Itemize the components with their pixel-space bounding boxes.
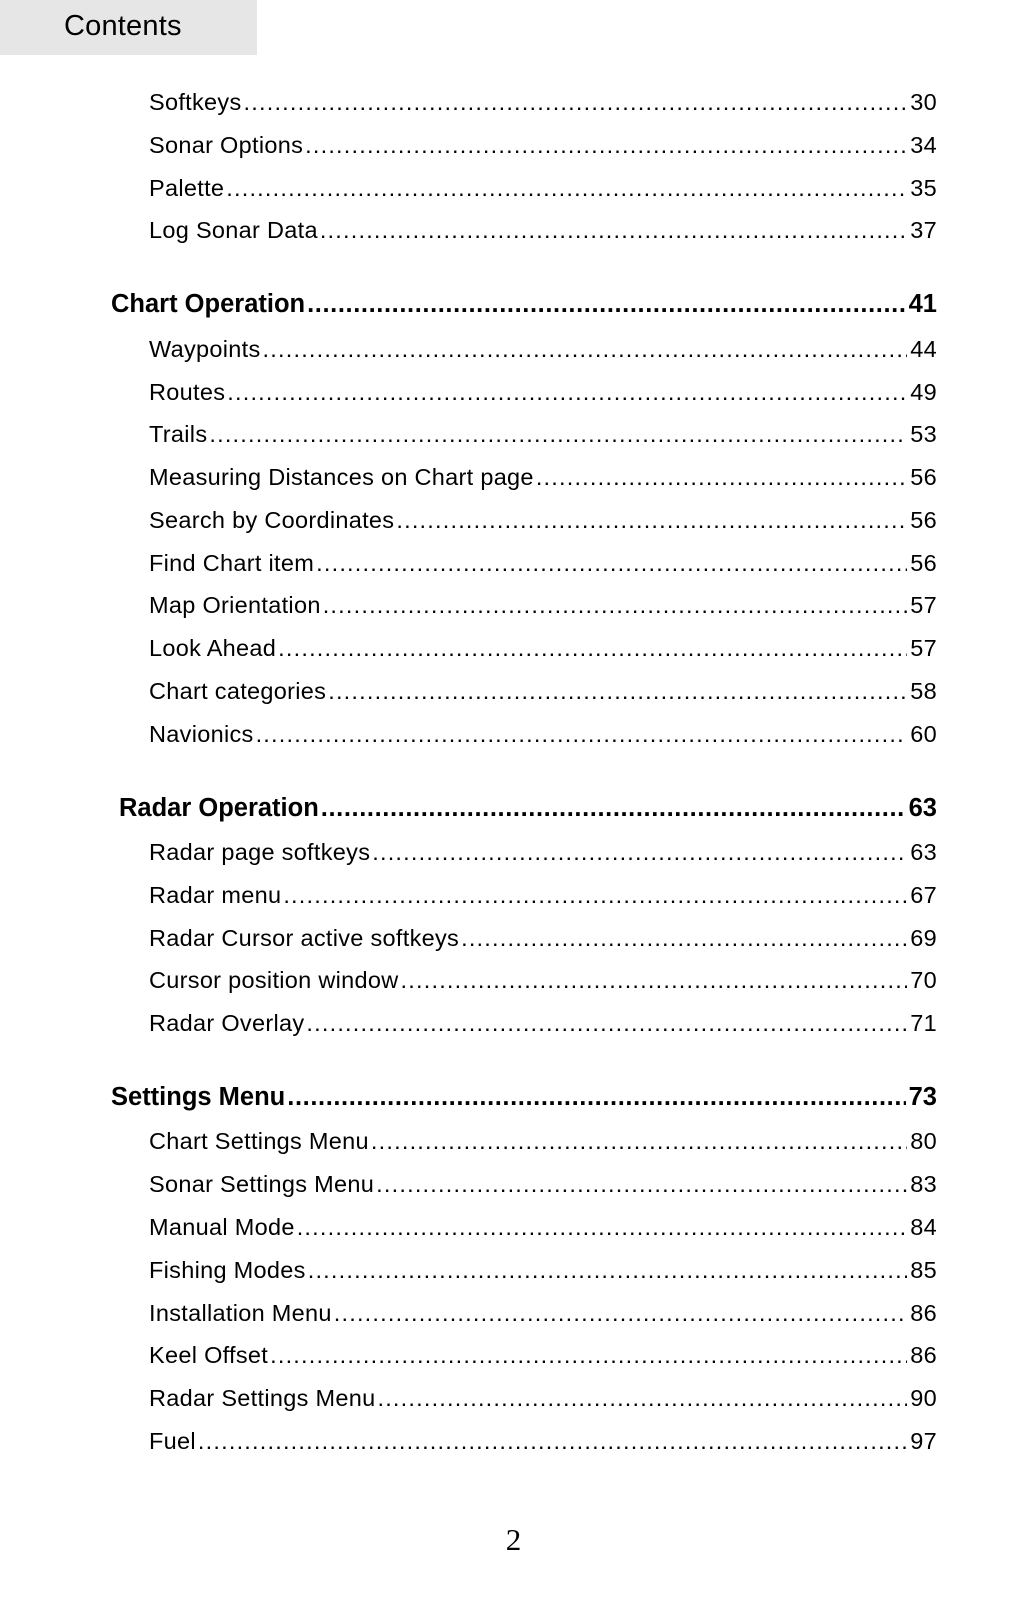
dot-leader: [283, 882, 907, 909]
toc-entry-row[interactable]: [149, 592, 937, 619]
toc-section-row[interactable]: [111, 290, 937, 319]
toc-page-number: 70: [910, 967, 937, 993]
toc-page-number: 35: [910, 175, 937, 201]
dot-leader: [376, 1171, 907, 1198]
dot-leader: [278, 635, 907, 662]
toc-label: Radar Overlay: [149, 1010, 305, 1036]
toc-page-number: 41: [908, 290, 937, 318]
toc-entry-row[interactable]: [149, 967, 937, 994]
dot-leader: [198, 1428, 907, 1455]
toc-entry-row[interactable]: [149, 1385, 937, 1412]
dot-leader: [536, 464, 907, 491]
toc-label: Find Chart item: [149, 550, 315, 576]
toc-page-number: 67: [910, 882, 937, 908]
toc-entry-row[interactable]: [149, 839, 937, 866]
toc-label: Chart categories: [149, 678, 327, 704]
toc-label: Radar menu: [149, 882, 282, 908]
dot-leader: [270, 1342, 907, 1369]
toc-page-number: 57: [910, 592, 937, 618]
dot-leader: [308, 1257, 908, 1284]
toc-entry-row[interactable]: [149, 175, 937, 202]
toc-label: Radar page softkeys: [149, 839, 371, 865]
toc-label: Sonar Settings Menu: [149, 1171, 375, 1197]
toc-label: Trails: [149, 421, 208, 447]
toc-page-number: 30: [910, 89, 937, 115]
dot-leader: [306, 1010, 907, 1037]
toc-label: Navionics: [149, 721, 254, 747]
toc-label: Cursor position window: [149, 967, 399, 993]
toc-page-number: 34: [910, 132, 937, 158]
toc-label: Look Ahead: [149, 635, 277, 661]
toc-entry-row[interactable]: [149, 132, 937, 159]
dot-leader: [323, 592, 908, 619]
toc-page-number: 71: [910, 1010, 937, 1036]
toc-entry-row[interactable]: [149, 1428, 937, 1455]
toc-page-number: 44: [910, 336, 937, 362]
toc-entry-row[interactable]: [149, 217, 937, 244]
toc-label: Sonar Options: [149, 132, 304, 158]
toc-entry-row[interactable]: [149, 550, 937, 577]
toc-page-number: 58: [910, 678, 937, 704]
toc-label: Fuel: [149, 1428, 196, 1454]
toc-label: Settings Menu: [111, 1083, 286, 1111]
toc-entry-row[interactable]: [149, 1342, 937, 1369]
toc-label: Radar Settings Menu: [149, 1385, 376, 1411]
toc-entry-row[interactable]: [149, 1128, 937, 1155]
page-title: Contents: [64, 10, 182, 42]
toc-label: Map Orientation: [149, 592, 321, 618]
toc-page-number: 97: [910, 1428, 937, 1454]
dot-leader: [297, 1214, 908, 1241]
toc-section-row[interactable]: [111, 1083, 937, 1112]
dot-leader: [263, 336, 908, 363]
toc-entry-row[interactable]: [149, 464, 937, 491]
dot-leader: [256, 721, 908, 748]
toc-page-number: 56: [910, 507, 937, 533]
toc-page-number: 90: [910, 1385, 937, 1411]
dot-leader: [377, 1385, 907, 1412]
dot-leader: [371, 1128, 907, 1155]
dot-leader: [396, 507, 907, 534]
toc-page-number: 60: [910, 721, 937, 747]
toc-entry-row[interactable]: [149, 1171, 937, 1198]
toc-page-number: 49: [910, 379, 937, 405]
toc-label: Fishing Modes: [149, 1257, 306, 1283]
toc-page-number: 63: [908, 794, 937, 822]
toc-page-number: 86: [910, 1300, 937, 1326]
dot-leader: [316, 550, 907, 577]
toc-label: Palette: [149, 175, 225, 201]
toc-entry-row[interactable]: [149, 882, 937, 909]
toc-label: Softkeys: [149, 89, 242, 115]
toc-page-number: 86: [910, 1342, 937, 1368]
toc-page-number: 63: [910, 839, 937, 865]
toc-label: Chart Settings Menu: [149, 1128, 369, 1154]
dot-leader: [461, 925, 907, 952]
toc-label: Keel Offset: [149, 1342, 269, 1368]
dot-leader: [244, 89, 908, 116]
toc-entry-row[interactable]: [149, 1300, 937, 1327]
dot-leader: [307, 290, 906, 319]
dot-leader: [328, 678, 907, 705]
dot-leader: [321, 794, 906, 823]
toc-entry-row[interactable]: [149, 89, 937, 116]
dot-leader: [209, 421, 907, 448]
toc-label: Measuring Distances on Chart page: [149, 464, 534, 490]
toc-entry-row[interactable]: [149, 379, 937, 406]
toc-section-row[interactable]: [119, 794, 937, 823]
dot-leader: [227, 379, 907, 406]
toc-label: Waypoints: [149, 336, 261, 362]
toc-entry-row[interactable]: [149, 925, 937, 952]
toc-page-number: 85: [910, 1257, 937, 1283]
toc-entry-row[interactable]: [149, 1214, 937, 1241]
toc-page-number: 73: [908, 1083, 937, 1111]
toc-entry-row[interactable]: [149, 1010, 937, 1037]
toc-label: Routes: [149, 379, 226, 405]
dot-leader: [334, 1300, 907, 1327]
toc-page-number: 84: [910, 1214, 937, 1240]
toc-entry-row[interactable]: [149, 507, 937, 534]
dot-leader: [372, 839, 907, 866]
toc-page-number: 37: [910, 217, 937, 243]
dot-leader: [226, 175, 907, 202]
dot-leader: [287, 1083, 905, 1112]
page-number: 2: [505, 1522, 522, 1557]
toc-page-number: 83: [910, 1171, 937, 1197]
toc-page-number: 56: [910, 464, 937, 490]
toc-page-number: 53: [910, 421, 937, 447]
toc-entry-row[interactable]: [149, 421, 937, 448]
toc-label: Chart Operation: [111, 290, 306, 318]
toc-label: Installation Menu: [149, 1300, 332, 1326]
toc-entry-row[interactable]: [149, 1257, 937, 1284]
toc-label: Search by Coordinates: [149, 507, 395, 533]
toc-page-number: 57: [910, 635, 937, 661]
toc-label: Radar Operation: [119, 794, 319, 822]
toc-entry-row[interactable]: [149, 721, 937, 748]
dot-leader: [320, 217, 907, 244]
dot-leader: [401, 967, 908, 994]
toc-page-number: 69: [910, 925, 937, 951]
toc-page-number: 80: [910, 1128, 937, 1154]
toc-label: Manual Mode: [149, 1214, 295, 1240]
toc-label: Radar Cursor active softkeys: [149, 925, 460, 951]
toc-entry-row[interactable]: [149, 635, 937, 662]
toc-entry-row[interactable]: [149, 336, 937, 363]
dot-leader: [305, 132, 907, 159]
toc-label: Log Sonar Data: [149, 217, 318, 243]
toc-entry-row[interactable]: [149, 678, 937, 705]
toc-page-number: 56: [910, 550, 937, 576]
